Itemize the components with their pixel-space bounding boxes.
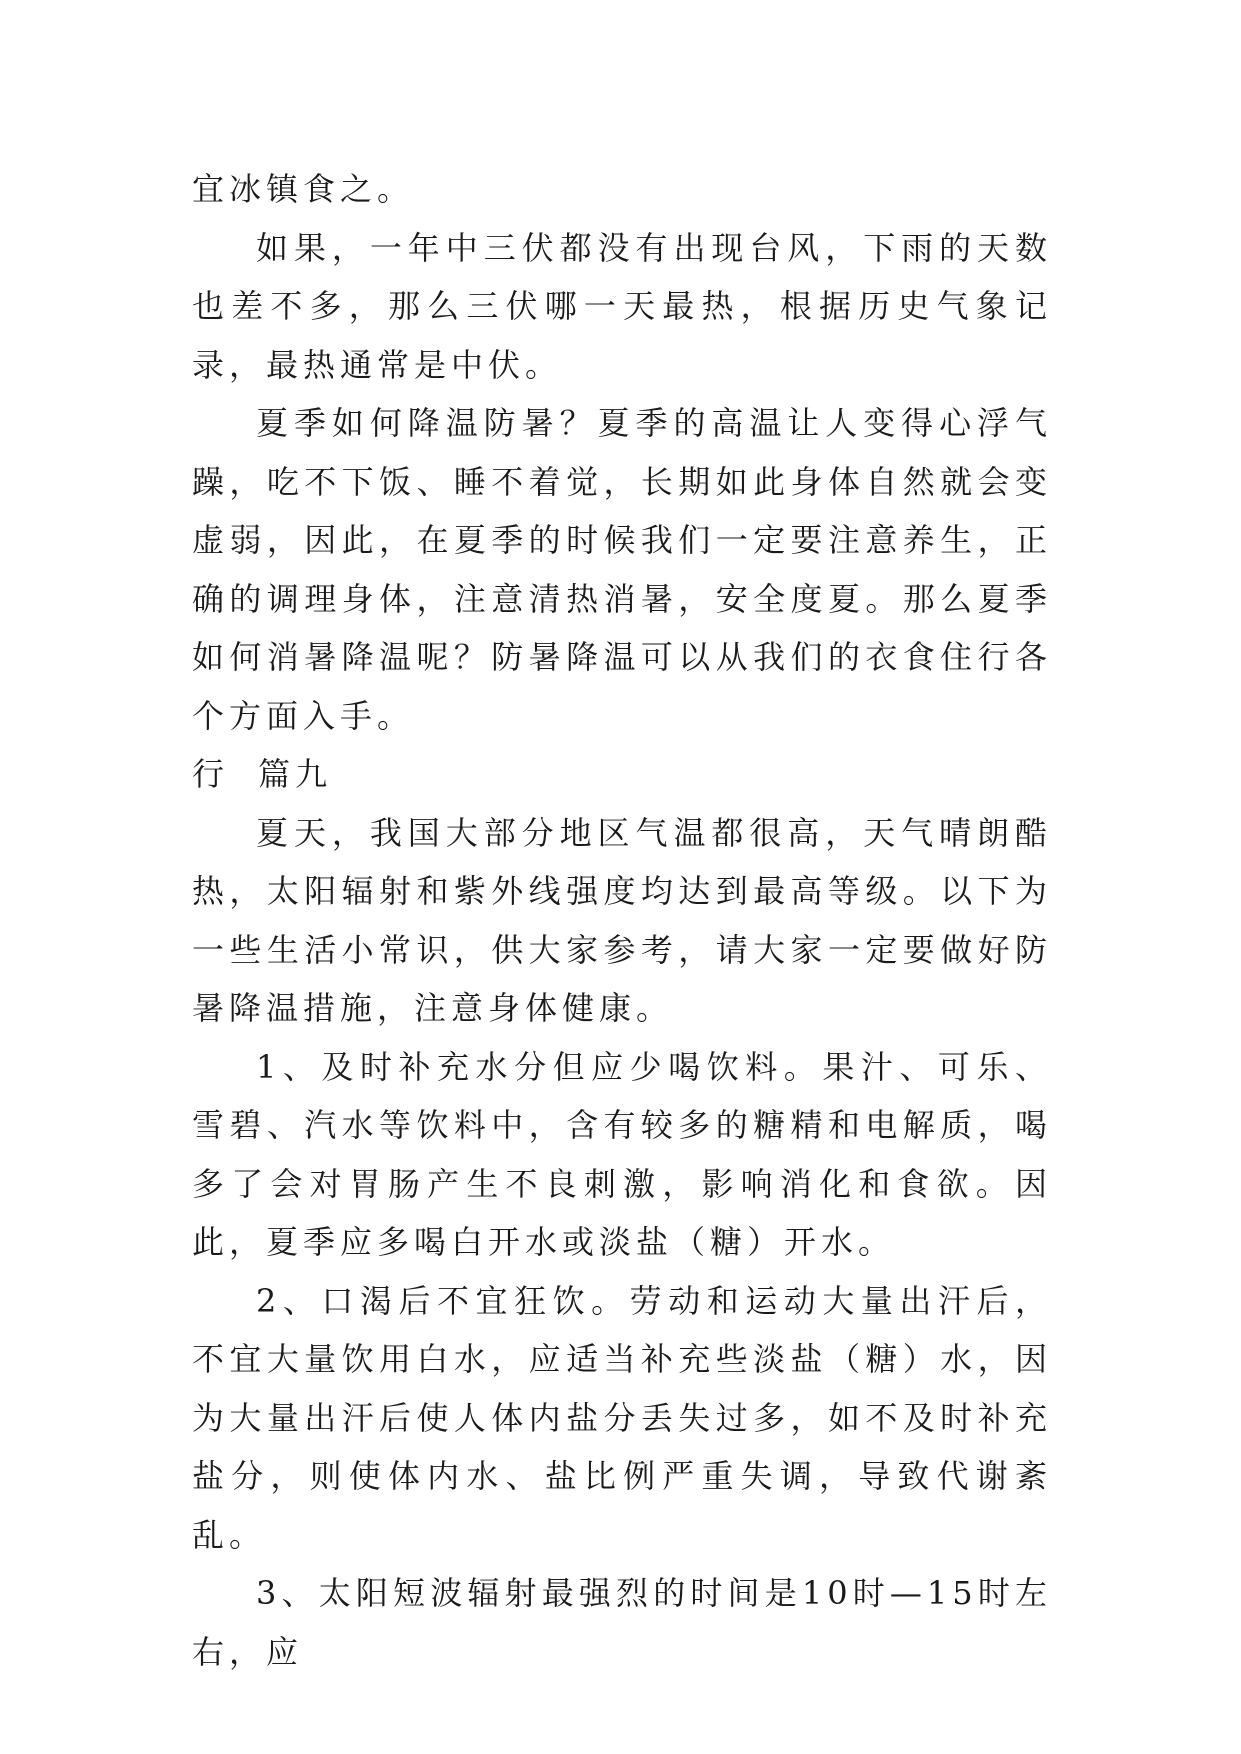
section-heading: 行 篇九	[192, 755, 333, 793]
paragraph-summer-intro: 夏天，我国大部分地区气温都很高，天气晴朗酷热，太阳辐射和紫外线强度均达到最高等级。以下为一些生活小常识，供大家参考，请大家一定要做好防暑降温措施，注意身体健康。	[192, 813, 1052, 1027]
paragraph-continuation: 宜冰镇食之。	[192, 170, 415, 208]
paragraph-tip-2: 2、口渴后不宜狂饮。劳动和运动大量出汗后，不宜大量饮用白水，应适当补充些淡盐（糖）水，因为大量出汗后使人体内盐分丢失过多，如不及时补充盐分，则使体内水、盐比例严重失调，导致代谢紊乱。	[192, 1281, 1052, 1554]
paragraph-tip-1: 1、及时补充水分但应少喝饮料。果汁、可乐、雪碧、汽水等饮料中，含有较多的糖精和电解质，喝多了会对胃肠产生不良刺激，影响消化和食欲。因此，夏季应多喝白开水或淡盐（糖）开水。	[192, 1047, 1052, 1261]
document-body	[192, 160, 1052, 1681]
paragraph-sanfu-hottest: 如果，一年中三伏都没有出现台风，下雨的天数也差不多，那么三伏哪一天最热，根据历史气象记录，最热通常是中伏。	[192, 228, 1052, 384]
paragraph-tip-3: 3、太阳短波辐射最强烈的时间是10时—15时左右，应	[192, 1574, 1052, 1671]
paragraph-summer-cooling: 夏季如何降温防暑？夏季的高温让人变得心浮气躁，吃不下饭、睡不着觉，长期如此身体自然就会变虚弱，因此，在夏季的时候我们一定要注意养生，正确的调理身体，注意清热消暑，安全度夏。那么夏季如何消暑降温呢？防暑降温可以从我们的衣食住行各个方面入手。	[192, 404, 1052, 735]
